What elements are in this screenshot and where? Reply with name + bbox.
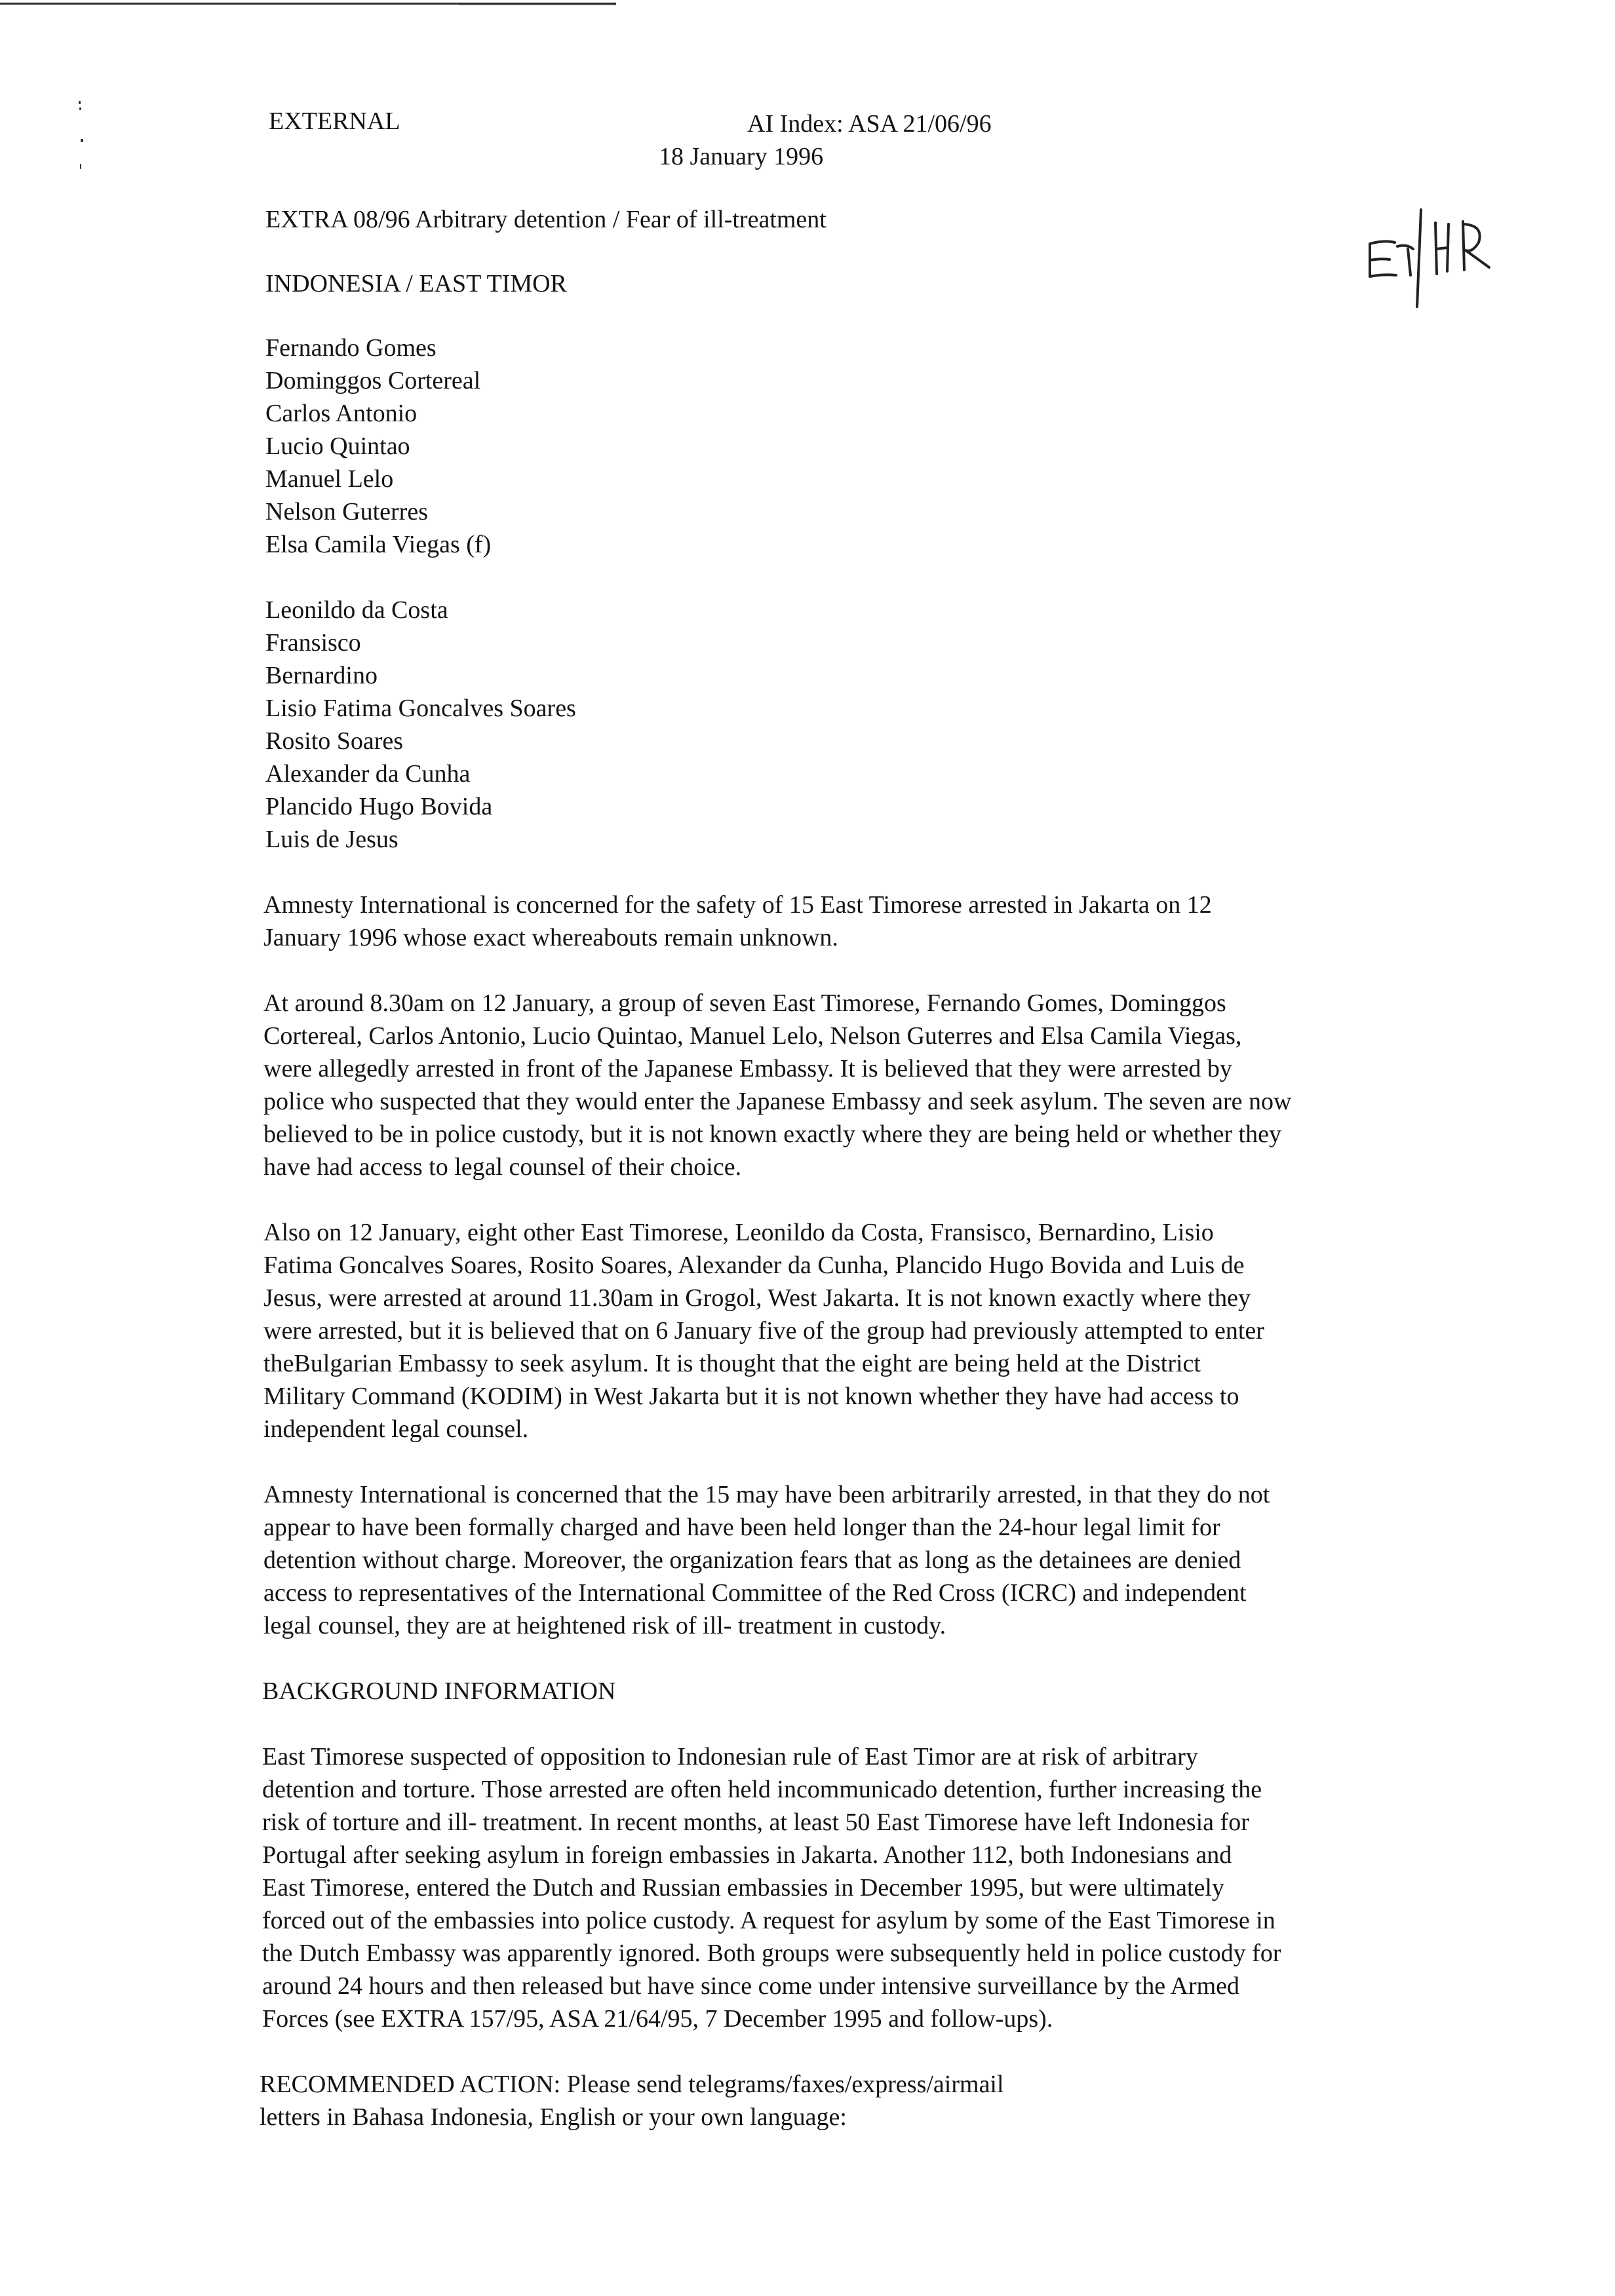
paragraph-line: believed to be in police custody, but it is not known exactly where they are being held or whether they (263, 1120, 1281, 1148)
detainee-name: Carlos Antonio (265, 400, 418, 427)
scan-margin-specks (77, 98, 90, 183)
paragraph-line: Fatima Goncalves Soares, Rosito Soares, Alexander da Cunha, Plancido Hugo Bovida and Luis de (263, 1252, 1245, 1279)
detainee-name: Leonildo da Costa (265, 596, 448, 624)
handwritten-annotation (1344, 197, 1527, 308)
paragraph-line: At around 8.30am on 12 January, a group of seven East Timorese, Fernando Gomes, Dominggos (263, 989, 1226, 1017)
ai-index: AI Index: ASA 21/06/96 (747, 110, 992, 138)
detainee-name: Bernardino (265, 662, 378, 689)
country-heading: INDONESIA / EAST TIMOR (265, 270, 567, 297)
paragraph-line: Also on 12 January, eight other East Timorese, Leonildo da Costa, Fransisco, Bernardino, Lisio (263, 1219, 1214, 1246)
paragraph-line: January 1996 whose exact whereabouts remain unknown. (263, 924, 838, 951)
paragraph-line: the Dutch Embassy was apparently ignored. Both groups were subsequently held in police custody for (262, 1940, 1281, 1967)
paragraph-line: forced out of the embassies into police custody. A request for asylum by some of the East Timorese in (262, 1907, 1275, 1934)
detainee-name: Lisio Fatima Goncalves Soares (265, 695, 576, 722)
paragraph-line: police who suspected that they would enter the Japanese Embassy and seek asylum. The seven are now (263, 1088, 1292, 1115)
detainee-name: Dominggos Cortereal (265, 367, 481, 394)
scan-top-rule-secondary (459, 4, 616, 5)
paragraph-line: around 24 hours and then released but have since come under intensive surveillance by the Armed (262, 1972, 1240, 2000)
paragraph-line: Forces (see EXTRA 157/95, ASA 21/64/95, 7 December 1995 and follow-ups). (262, 2005, 1053, 2033)
paragraph-line: letters in Bahasa Indonesia, English or your own language: (260, 2103, 847, 2131)
detainee-name: Luis de Jesus (265, 826, 399, 853)
paragraph-line: Amnesty International is concerned that the 15 may have been arbitrarily arrested, in that they do not (263, 1481, 1270, 1508)
paragraph-line: detention without charge. Moreover, the organization fears that as long as the detainees are denied (263, 1546, 1241, 1574)
detainee-name: Rosito Soares (265, 727, 404, 755)
paragraph-line: East Timorese suspected of opposition to Indonesian rule of East Timor are at risk of arbitrary (262, 1743, 1198, 1770)
detainee-name: Plancido Hugo Bovida (265, 793, 493, 820)
paragraph-line: risk of torture and ill- treatment. In recent months, at least 50 East Timorese have left Indonesia for (262, 1808, 1249, 1836)
paragraph-line: RECOMMENDED ACTION: Please send telegrams/faxes/express/airmail (260, 2071, 1004, 2098)
detainee-name: Lucio Quintao (265, 432, 410, 460)
detainee-name: Manuel Lelo (265, 465, 394, 493)
detainee-name: Fransisco (265, 629, 361, 657)
detainee-name: Nelson Guterres (265, 498, 428, 526)
paragraph-line: Portugal after seeking asylum in foreign embassies in Jakarta. Another 112, both Indonesians and (262, 1841, 1232, 1869)
paragraph-line: Amnesty International is concerned for the safety of 15 East Timorese arrested in Jakarta on 12 (263, 891, 1212, 919)
paragraph-line: access to representatives of the International Committee of the Red Cross (ICRC) and independent (263, 1579, 1247, 1607)
paragraph-line: East Timorese, entered the Dutch and Russian embassies in December 1995, but were ultimately (262, 1874, 1224, 1902)
detainee-name: Elsa Camila Viegas (f) (265, 531, 492, 558)
paragraph-line: appear to have been formally charged and have been held longer than the 24-hour legal limit for (263, 1514, 1220, 1541)
paragraph-line: were arrested, but it is believed that on 6 January five of the group had previously attempted to enter (263, 1317, 1264, 1345)
paragraph-line: independent legal counsel. (263, 1415, 529, 1443)
paragraph-line: detention and torture. Those arrested are often held incommunicado detention, further increasing the (262, 1776, 1262, 1803)
detainee-name: Fernando Gomes (265, 334, 437, 362)
background-heading: BACKGROUND INFORMATION (262, 1677, 616, 1705)
paragraph-line: have had access to legal counsel of their choice. (263, 1153, 742, 1181)
paragraph-line: were allegedly arrested in front of the Japanese Embassy. It is believed that they were arrested by (263, 1055, 1232, 1082)
paragraph-line: Jesus, were arrested at around 11.30am in Grogol, West Jakarta. It is not known exactly where they (263, 1284, 1251, 1312)
paragraph-line: theBulgarian Embassy to seek asylum. It is thought that the eight are being held at the District (263, 1350, 1201, 1377)
classification-label: EXTERNAL (269, 107, 400, 135)
action-reference: EXTRA 08/96 Arbitrary detention / Fear of ill-treatment (265, 206, 827, 233)
paragraph-line: legal counsel, they are at heightened risk of ill- treatment in custody. (263, 1612, 946, 1639)
detainee-name: Alexander da Cunha (265, 760, 471, 788)
paragraph-line: Military Command (KODIM) in West Jakarta but it is not known whether they have had access to (263, 1383, 1239, 1410)
paragraph-line: Cortereal, Carlos Antonio, Lucio Quintao, Manuel Lelo, Nelson Guterres and Elsa Camila Viegas, (263, 1022, 1242, 1050)
document-date: 18 January 1996 (659, 143, 824, 170)
